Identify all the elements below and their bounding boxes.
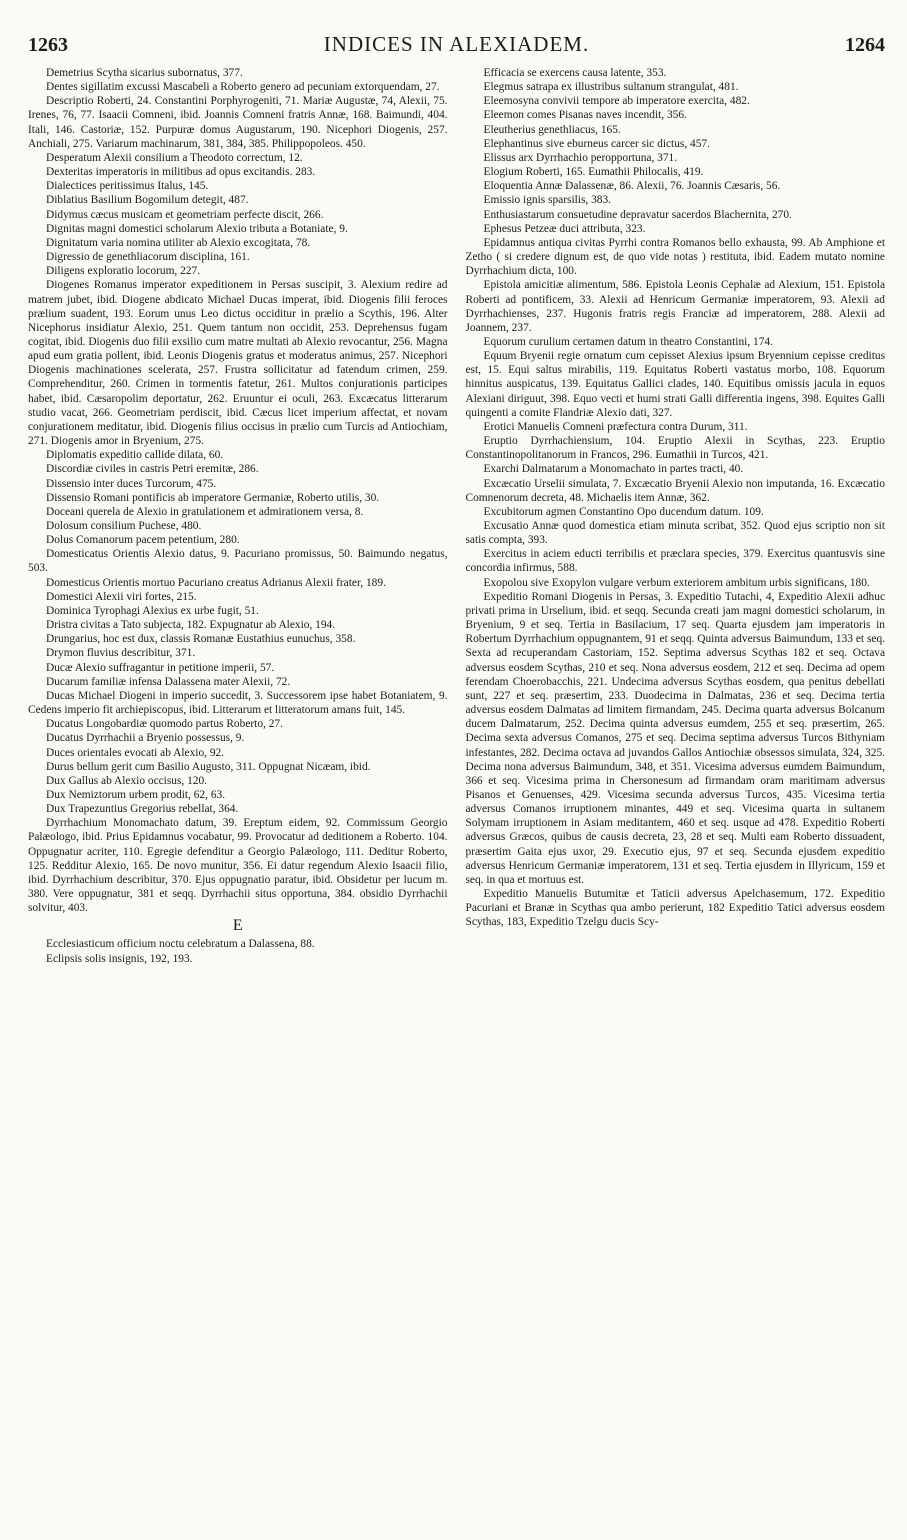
index-entry: Durus bellum gerit cum Basilio Augusto, 311. Oppugnat Nicæam, ibid. (46, 760, 371, 773)
index-entry: Elogium Roberti, 165. Eumathii Philocalis, 419. (483, 166, 704, 179)
index-entry: Ducatus Dyrrhachii a Bryenio possessus, 9. (46, 732, 245, 745)
index-entry: Duces orientales evocati ab Alexio, 92. (46, 746, 225, 759)
left-column (28, 66, 448, 966)
index-entry: Exarchi Dalmatarum a Monomachato in partes tracti, 40. (483, 463, 744, 476)
page-header (28, 32, 885, 60)
index-entry: Epidamnus antiqua civitas Pyrrhi contra Romanos bello exhausta, 99. Ab Amphione et Zetho ( si credere dignum est, de quo vide notas ) restituta, ibid. Eadem mutato nomine Dyrrhachium dicta, 100. (465, 236, 885, 278)
index-entry: Dexteritas imperatoris in militibus ad opus excitandis. 283. (46, 166, 316, 179)
right-page-number: 1264 (845, 34, 885, 56)
index-entry: Desperatum Alexii consilium a Theodoto correctum, 12. (46, 151, 303, 164)
index-entry: Diligens exploratio locorum, 227. (46, 265, 201, 278)
index-entry: Elephantinus sive eburneus carcer sic dictus, 457. (483, 137, 710, 150)
index-entry: Eleemosyna convivii tempore ab imperatore exercita, 482. (483, 95, 750, 108)
index-entry: Domesticus Orientis mortuo Pacuriano creatus Adrianus Alexii frater, 189. (46, 576, 386, 589)
index-entry: Ducas Michael Diogeni in imperio succedit, 3. Successorem ipse habet Botaniatem, 9. Cedens imperio fit archiepiscopus, ibid. Litterarum et litteratorum amans fuit, 145. (28, 689, 448, 717)
index-entry: Ducæ Alexio suffragantur in petitione imperii, 57. (46, 661, 275, 674)
index-entry: Drymon fluvius describitur, 371. (46, 647, 196, 660)
index-entry: Efficacia se exercens causa latente, 353. (483, 67, 667, 79)
index-entry: Diblatius Basilium Bogomilum detegit, 487. (46, 194, 249, 207)
index-entry: Dialectices peritissimus Italus, 145. (46, 180, 209, 193)
index-entry: Domesticatus Orientis Alexio datus, 9. Pacuriano promissus, 50. Baimundo negatus, 503. (28, 548, 448, 575)
section-letter: E (232, 917, 243, 935)
index-entry: Elissus arx Dyrrhachio peropportuna, 371. (483, 151, 678, 164)
index-entry: Elegmus satrapa ex illustribus sultanum strangulat, 481. (483, 81, 739, 94)
index-entry: Doceani querela de Alexio in gratulationem et admirationem versa, 8. (46, 505, 364, 518)
index-entry: Drungarius, hoc est dux, classis Romanæ Eustathius eunuchus, 358. (46, 633, 356, 646)
index-entry: Dominica Tyrophagi Alexius ex urbe fugit, 51. (46, 604, 259, 617)
index-entry: Expeditio Manuelis Butumitæ et Taticii adversus Apelchasemum, 172. Expeditio Pacuriani et Branæ in Scythas qua ambo perierunt, 182 Expeditio Tatici adversus eosdem Scythas, 183, Expeditio Tzelgu ducis Scy- (465, 888, 885, 929)
index-entry: Eclipsis solis insignis, 192, 193. (46, 952, 193, 965)
index-entry: Dolus Comanorum pacem petentium, 280. (46, 534, 240, 547)
index-entry: Exopolou sive Exopylon vulgare verbum exteriorem ambitum urbis significans, 180. (483, 576, 870, 589)
index-entry: Excæcatio Urselii simulata, 7. Excæcatio Bryenii Alexio non imputanda, 16. Excæcatio Comnenorum decreta, 48. Michaelis item Annæ, 362. (465, 477, 885, 504)
index-entry: Descriptio Roberti, 24. Constantini Porphyrogeniti, 71. Mariæ Augustæ, 74, Alexii, 75. Irenes, 76, 77. Isaacii Comneni, ibid. Joannis Comneni fratris Annæ, 168. Baimundi, 404. Itali, 146. Castoriæ, 152. Purpuræ domus Augustarum, 190. Nicephori Diogenis, 257. Anchiali, 275. Variarum machinarum, 381, 384, 385. Philippopoleos. 450. (28, 95, 448, 150)
index-entry: Expeditio Romani Diogenis in Persas, 3. Expeditio Tutachi, 4, Expeditio Alexii adhuc privati prima in Urselium, ibid. et seqq. Secunda creati jam magni domestici scholarum, in Bryenium, 9 et seq. Tertia in Basilacium, 17 seq. Quarta ejusdem jam imperatoris in Robertum Dyrrhachium oppugnantem, 91 et seqq. Quinta adversus Baimundum, 133 et seq. Sexta ad recuperandam Castoriam, 152. Septima adversus Scythas 182 et seq. Octava adversus eosdem Scythas, 210 et seq. Nona adversus eosdem, 212 et seq. Decima ad opem ferendam Choerobacchis, 221. Undecima adversus Scythas eosdem, qua penitus debellati sunt, 227 et seq. præsertim, 233. Duodecima in Dalmatas, 236 et seq. Decima tertia adversus eosdem Dalmatas ad limitem firmandam, 245. Decima quarta adversus Bolcanum ducem Dalmatarum, 252. Decima quinta adversus eumdem, 255 et seq. præsertim, 265. Decima sexta adversus Comanos, 275 et seq. Decima septima adversus Turcos Bithyniam infestantes, 282. Decima octava ad juvandos Gallos Antiochiæ obsessos simulata, 324, 325. Decima nona adversus Baimundum, 348, et 351. Vicesima adversus eumdem Baimundum, 366 et seq. Vicesima prima in Chersonesum ad firmandam oram maritimam adversus Pisanos et Genuenses, 429. Vicesima secunda adversus Turcos, 435. Vicesima tertia adversus Comanos irruptionem minantes, 449 et seq. Vicesima quarta in sultanem Solymam irruptionem in Asiam meditantem, 460 et seq. usque ad 478. Expeditio Roberti adversus Græcos, quibus de causis decreta, 23, 28 et seq. Multi eam Roberto dissuadent, præsertim Gaita ejus uxor, 29. Executio ejus, 97 et seq. Secunda ejusdem expeditio adversus Henricum Germaniæ imperatorem, 131 et seq. Tertia ejusdem in Illyricum, 159 et seq. in qua et mortuus est. (465, 590, 885, 886)
right-column (466, 66, 886, 966)
index-entry: Ecclesiasticum officium noctu celebratum a Dalassena, 88. (46, 938, 315, 951)
index-entry: Dux Gallus ab Alexio occisus, 120. (46, 774, 208, 787)
index-entry: Diplomatis expeditio callide dilata, 60. (46, 449, 224, 462)
index-entry: Ephesus Petzeæ duci attributa, 323. (483, 222, 646, 235)
index-entry: Didymus cæcus musicam et geometriam perfecte discit, 266. (46, 208, 324, 221)
index-entry: Diogenes Romanus imperator expeditionem in Persas suscipit, 3. Alexium redire ad matrem jubet, ibid. Diogene abdicato Michael Ducas imperat, ibid. Diogenis filii feroces prælium suadent, 193. Eorum unus Leo dictus occiditur in prælio a Scythis, 196. Alter Nicephorus insidiatur Alexio, 251. Quem tantum non occidit, 253. Deprehensus fugam cogitat, ibid. Diogenis duo filii exsilio cum matre multati ab Alexio revocantur, 256. Magna apud eum gratia pollent, ibid. Leonis Diogenis gratus et moderatus animus, 257. Nicephori Diogenis machinationes scelerata, 257. Frustra sollicitatur ad fatendum crimen, 259. Comprehenditur, 260. Crimen in tormentis fatetur, 261. Multos conjurationis participes habet, ibid. Cæsaropolim deportatur, 262. Eruuntur ei oculi, 263. Excæcatus litterarum studio vacat, 266. Geometriam perdiscit, ibid. Cæcus licet imperium affectat, et novam conjurationem meditatur, ibid. Diogenis filius occisus in prælio cum Turcis ad Antiochiam, 271. Diogenis amor in Bryenium, 275. (28, 279, 448, 448)
index-entry: Digressio de genethliacorum disciplina, 161. (46, 251, 250, 264)
index-entry: Eruptio Dyrrhachiensium, 104. Eruptio Alexii in Scythas, 223. Eruptio Constantinopolitanorum in Francos, 296. Eumathii in Turcos, 421. (465, 435, 885, 462)
index-entry: Excusatio Annæ quod domestica etiam minuta scribat, 352. Quod ejus scriptio non sit satis compta, 393. (465, 520, 885, 547)
index-entry: Erotici Manuelis Comneni præfectura contra Durum, 311. (483, 420, 748, 433)
index-entry: Domestici Alexii viri fortes, 215. (46, 590, 197, 603)
index-entry: Dissensio inter duces Turcorum, 475. (46, 477, 217, 490)
index-entry: Epistola amicitiæ alimentum, 586. Epistola Leonis Cephalæ ad Alexium, 151. Epistola Roberti ad pontificem, 33. Alexii ad Henricum Germaniæ imperatorem, 93. Alexii ad Dyrrhachienses, 237. Hugonis fratris regis Franciæ ad imperatorem, 288. Alexii ad Joannem, 237. (465, 279, 885, 334)
index-entry: Eleemon comes Pisanas naves incendit, 356. (483, 109, 687, 122)
index-entry: Dristra civitas a Tato subjecta, 182. Expugnatur ab Alexio, 194. (46, 619, 336, 632)
index-entry: Ducatus Longobardiæ quomodo partus Roberto, 27. (46, 718, 283, 731)
index-entry: Demetrius Scytha sicarius subornatus, 377. (46, 67, 243, 79)
index-entry: Equorum curulium certamen datum in theatro Constantini, 174. (483, 335, 773, 348)
index-entry: Dignitas magni domestici scholarum Alexio tributa a Botaniate, 9. (46, 222, 348, 235)
index-entry: Dux Trapezuntius Gregorius rebellat, 364. (46, 803, 239, 816)
index-entry: Dentes sigillatim excussi Mascabeli a Roberto genero ad pecuniam extorquendam, 27. (46, 81, 440, 94)
index-entry: Dux Nemiztorum urbem prodit, 62, 63. (46, 788, 226, 801)
index-entry: Dignitatum varia nomina utiliter ab Alexio excogitata, 78. (46, 236, 311, 249)
index-columns (28, 66, 885, 966)
index-entry: Emissio ignis sparsilis, 383. (483, 194, 612, 207)
left-page-number: 1263 (28, 34, 68, 56)
index-entry: Discordiæ civiles in castris Petri eremitæ, 286. (46, 463, 259, 476)
index-entry: Exercitus in aciem educti terribilis et præclara species, 379. Exercitus quantusvis sine concordia infirmus, 588. (465, 548, 885, 575)
running-title: INDICES IN ALEXIADEM. (323, 32, 590, 56)
index-entry: Enthusiastarum consuetudine depravatur sacerdos Blachernita, 270. (483, 208, 792, 221)
index-entry: Dyrrhachium Monomachato datum, 39. Ereptum eidem, 92. Commissum Georgio Palæologo, ibid. Prius Epidamnus vocabatur, 99. Provocatur ad deditionem a Roberto. 104. Oppugnatur acriter, 110. Egregie defenditur a Georgio Palæologo, 111. Deditur Roberto, 125. Redditur Alexio, 165. De novo munitur, 356. Ei datur regendum Alexio Isaacii filio, ibid. Dyrrhachium describitur, 370. Ejus oppugnatio paratur, ibid. Obsidetur per lucum m. 380. Vere oppugnatur, 381 et seqq. Dyrrhachii situs opportuna, 384. obsidio Dyrrhachii solvitur, 403. (28, 817, 448, 915)
index-entry: Eleutherius genethliacus, 165. (483, 123, 621, 136)
index-entry: Excubitorum agmen Constantino Opo ducendum datum. 109. (483, 505, 764, 518)
index-entry: Eloquentia Annæ Dalassenæ, 86. Alexii, 76. Joannis Cæsaris, 56. (483, 180, 781, 193)
index-entry: Dissensio Romani pontificis ab imperatore Germaniæ, Roberto utilis, 30. (46, 491, 380, 504)
index-entry: Equum Bryenii regie ornatum cum cepisset Alexius ipsum Bryennium cepisse creditus est, 15. Equi saltus mirabilis, 119. Equitatus Roberti vastatus morbo, 108. Equorum hinnitus auspicatus, 139. Equitatus Gallici clades, 140. Equitibus omissis jacula in equos Alexiani diriguut, 398. Equo vecti et humi strati Galli differentia ingens, 398. Equites Galli quingenti a comite Flandriæ Alexio dati, 327. (465, 350, 885, 419)
index-entry: Dolosum consilium Puchese, 480. (46, 520, 202, 532)
index-entry: Ducarum familiæ infensa Dalassena mater Alexii, 72. (46, 675, 291, 688)
